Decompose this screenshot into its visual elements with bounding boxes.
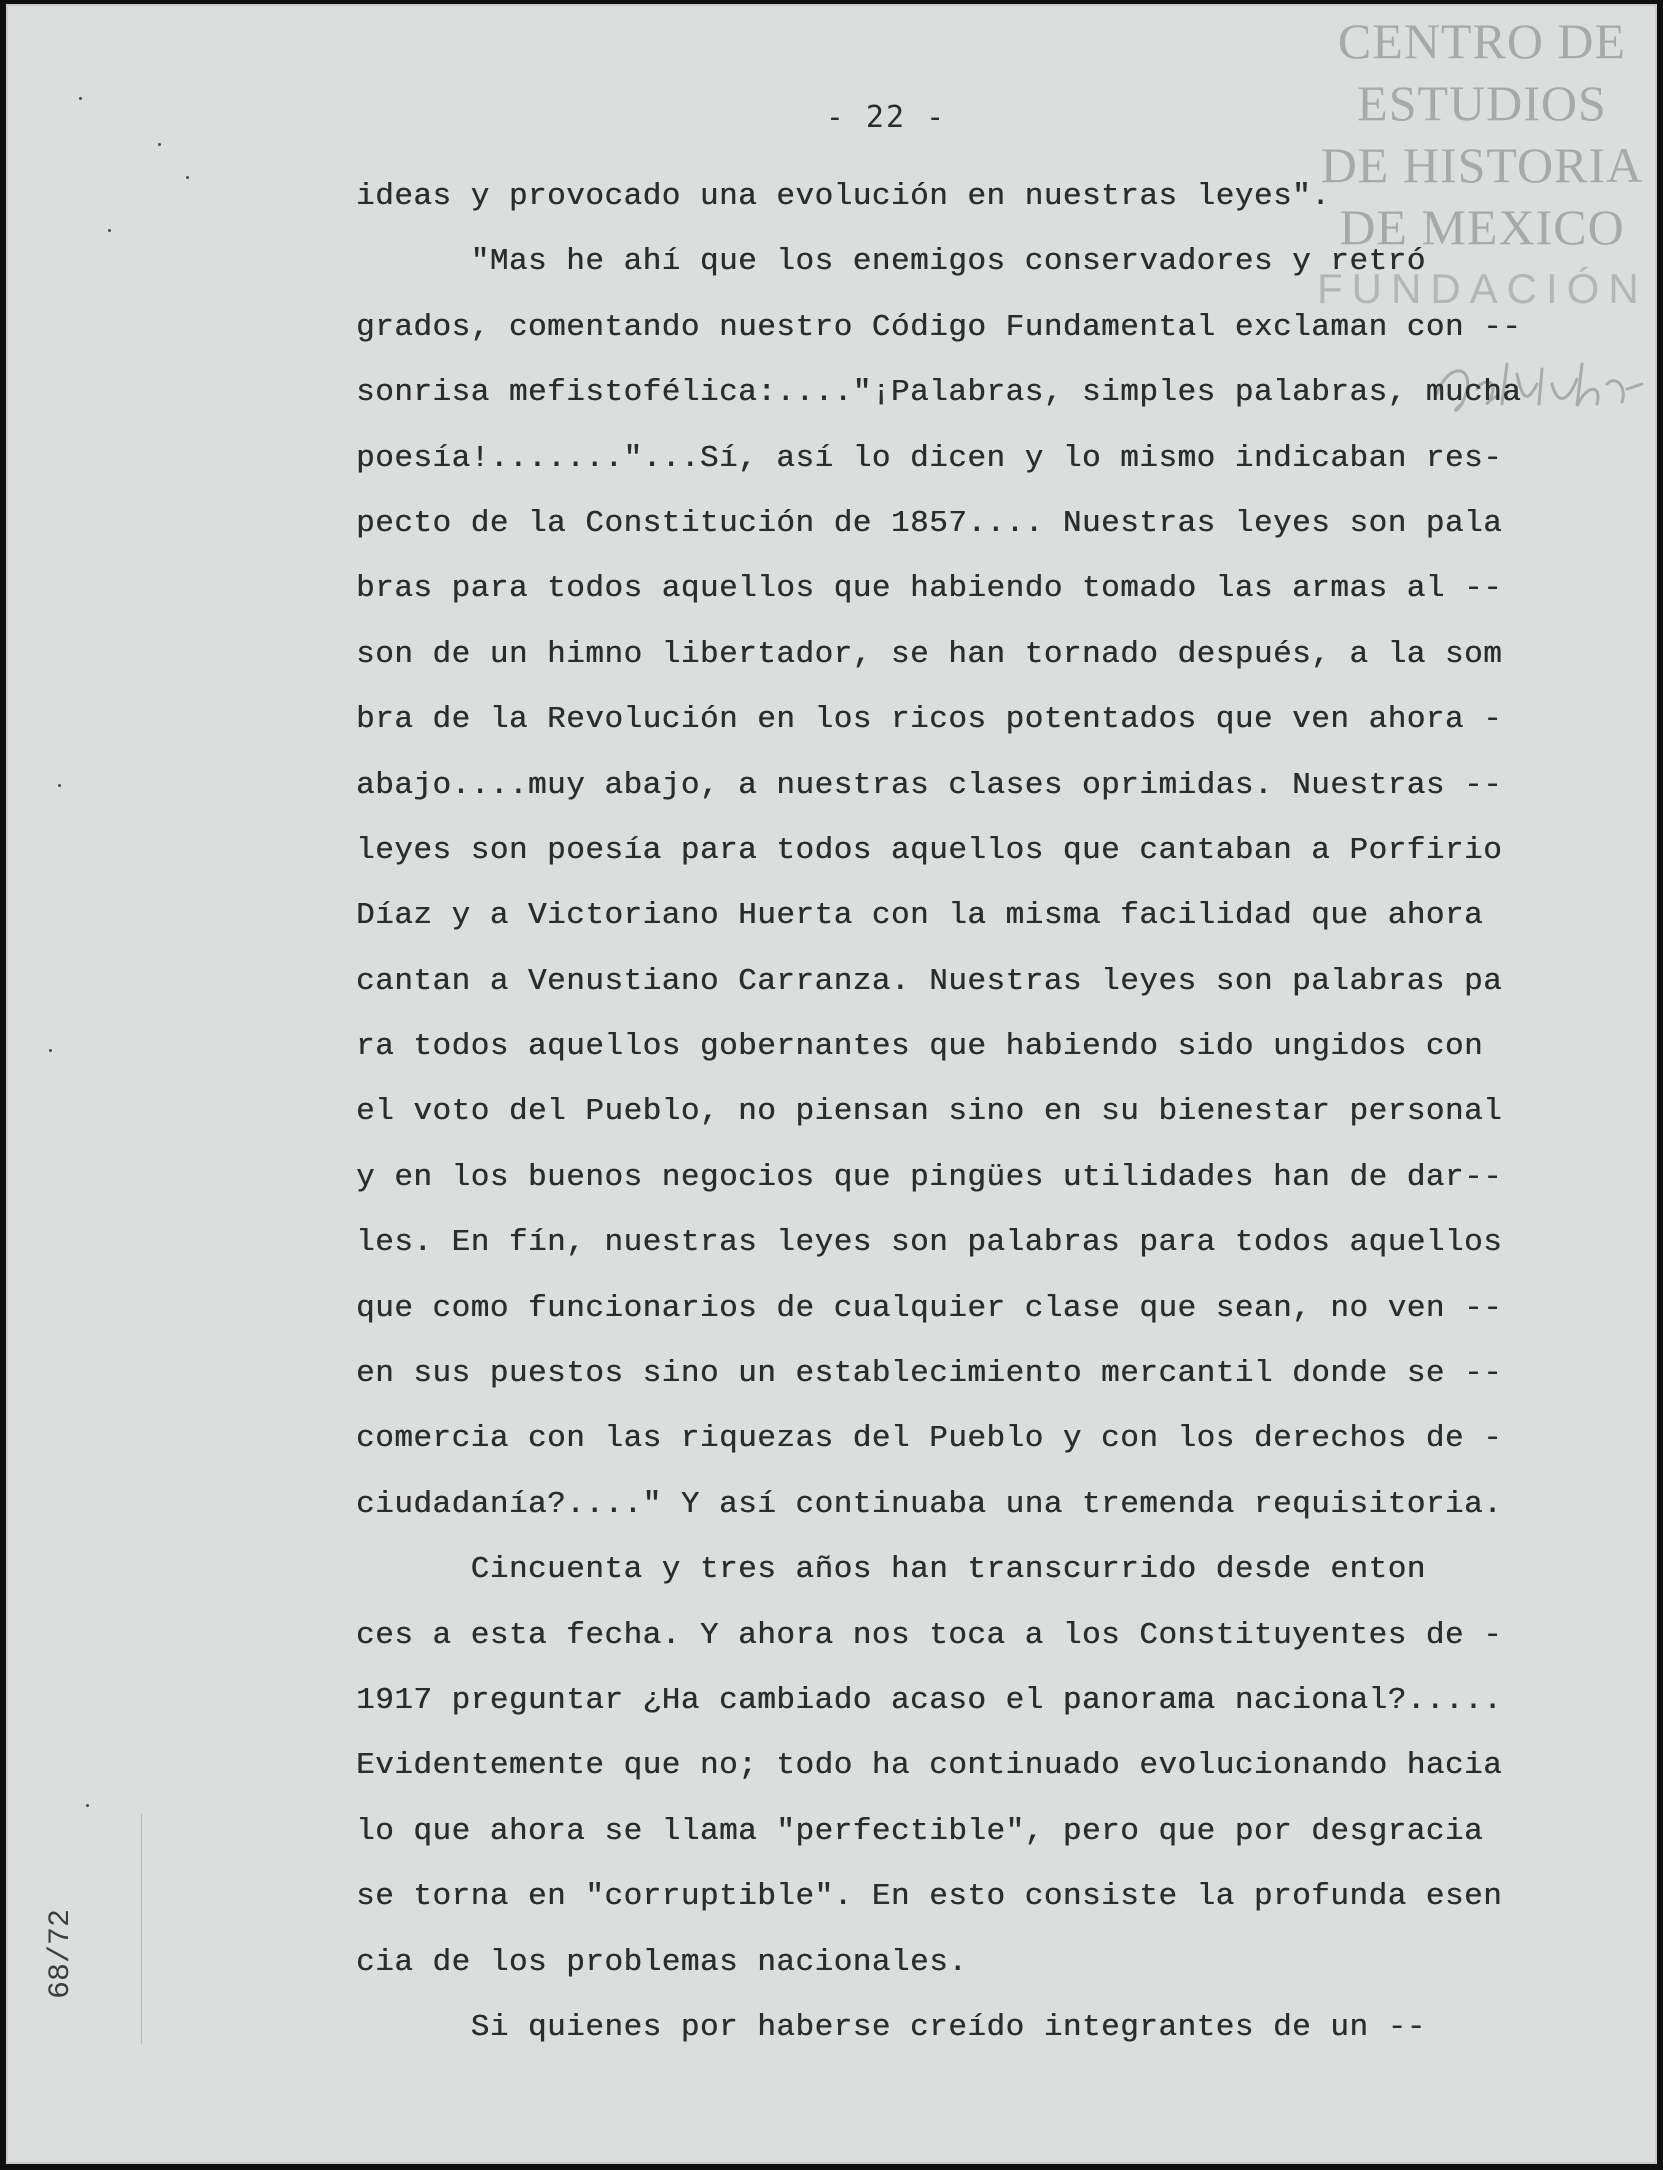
watermark-line-5: FUNDACIÓN [1317, 265, 1648, 312]
document-page [6, 4, 1657, 2164]
text-line: se torna en "corruptible". En esto consiste la profunda esen [356, 1879, 1503, 1915]
watermark-line-4: DE MEXICO [1339, 199, 1625, 255]
text-line: bra de la Revolución en los ricos potentados que ven ahora - [356, 702, 1503, 738]
text-line: cantan a Venustiano Carranza. Nuestras leyes son palabras pa [356, 963, 1503, 999]
speck [49, 1049, 52, 1052]
text-line: Evidentemente que no; todo ha continuado evolucionando hacia [356, 1748, 1503, 1784]
text-line: comercia con las riquezas del Pueblo y con los derechos de - [356, 1421, 1503, 1457]
text-line: son de un himno libertador, se han tornado después, a la som [356, 636, 1503, 672]
text-line: poesía!......."...Sí, así lo dicen y lo mismo indicaban res- [356, 440, 1503, 476]
page-number: - 22 - [825, 100, 947, 135]
text-line: 1917 preguntar ¿Ha cambiado acaso el panorama nacional?..... [356, 1682, 1503, 1718]
text-line: ra todos aquellos gobernantes que habiendo sido ungidos con [356, 1029, 1484, 1065]
speck [108, 229, 111, 232]
margin-archive-number: 68/72 [44, 1908, 78, 1999]
text-line: y en los buenos negocios que pingües utilidades han de dar-- [356, 1159, 1503, 1195]
text-line: leyes son poesía para todos aquellos que cantaban a Porfirio [356, 832, 1503, 868]
text-line: "Mas he ahí que los enemigos conservadores y retró [356, 244, 1426, 280]
speck [86, 1804, 89, 1807]
text-line: en sus puestos sino un establecimiento mercantil donde se -- [356, 1356, 1503, 1392]
text-line: Cincuenta y tres años han transcurrido desde enton [356, 1552, 1426, 1588]
text-line: sonrisa mefistofélica:...."¡Palabras, simples palabras, mucha [356, 375, 1522, 411]
text-line: ideas y provocado una evolución en nuestras leyes". [356, 179, 1331, 214]
text-line: ces a esta fecha. Y ahora nos toca a los Constituyentes de - [356, 1617, 1503, 1653]
text-line: ciudadanía?...." Y así continuaba una tremenda requisitoria. [356, 1486, 1503, 1522]
text-line: el voto del Pueblo, no piensan sino en su bienestar personal [356, 1094, 1503, 1130]
text-line: les. En fín, nuestras leyes son palabras para todos aquellos [356, 1225, 1503, 1261]
text-line: cia de los problemas nacionales. [356, 1944, 968, 1980]
speck [158, 143, 161, 146]
margin-rule [141, 1814, 142, 2044]
watermark-line-3: DE HISTORIA [1320, 137, 1644, 193]
speck [186, 176, 189, 179]
speck [58, 784, 61, 787]
text-line: pecto de la Constitución de 1857.... Nuestras leyes son pala [356, 505, 1503, 541]
text-line: bras para todos aquellos que habiendo tomado las armas al -- [356, 571, 1503, 607]
typewritten-text [356, 164, 1586, 2060]
text-line: abajo....muy abajo, a nuestras clases oprimidas. Nuestras -- [356, 767, 1503, 803]
watermark-line-1: CENTRO DE [1337, 13, 1627, 69]
text-line: que como funcionarios de cualquier clase que sean, no ven -- [356, 1290, 1503, 1326]
text-line: lo que ahora se llama "perfectible", pero que por desgracia [356, 1813, 1484, 1849]
text-line: grados, comentando nuestro Código Fundamental exclaman con -- [356, 309, 1522, 345]
text-line: Díaz y a Victoriano Huerta con la misma facilidad que ahora [356, 898, 1484, 934]
speck [79, 97, 82, 100]
watermark-line-2: ESTUDIOS [1357, 75, 1607, 131]
text-line: Si quienes por haberse creído integrantes de un -- [356, 2009, 1426, 2045]
